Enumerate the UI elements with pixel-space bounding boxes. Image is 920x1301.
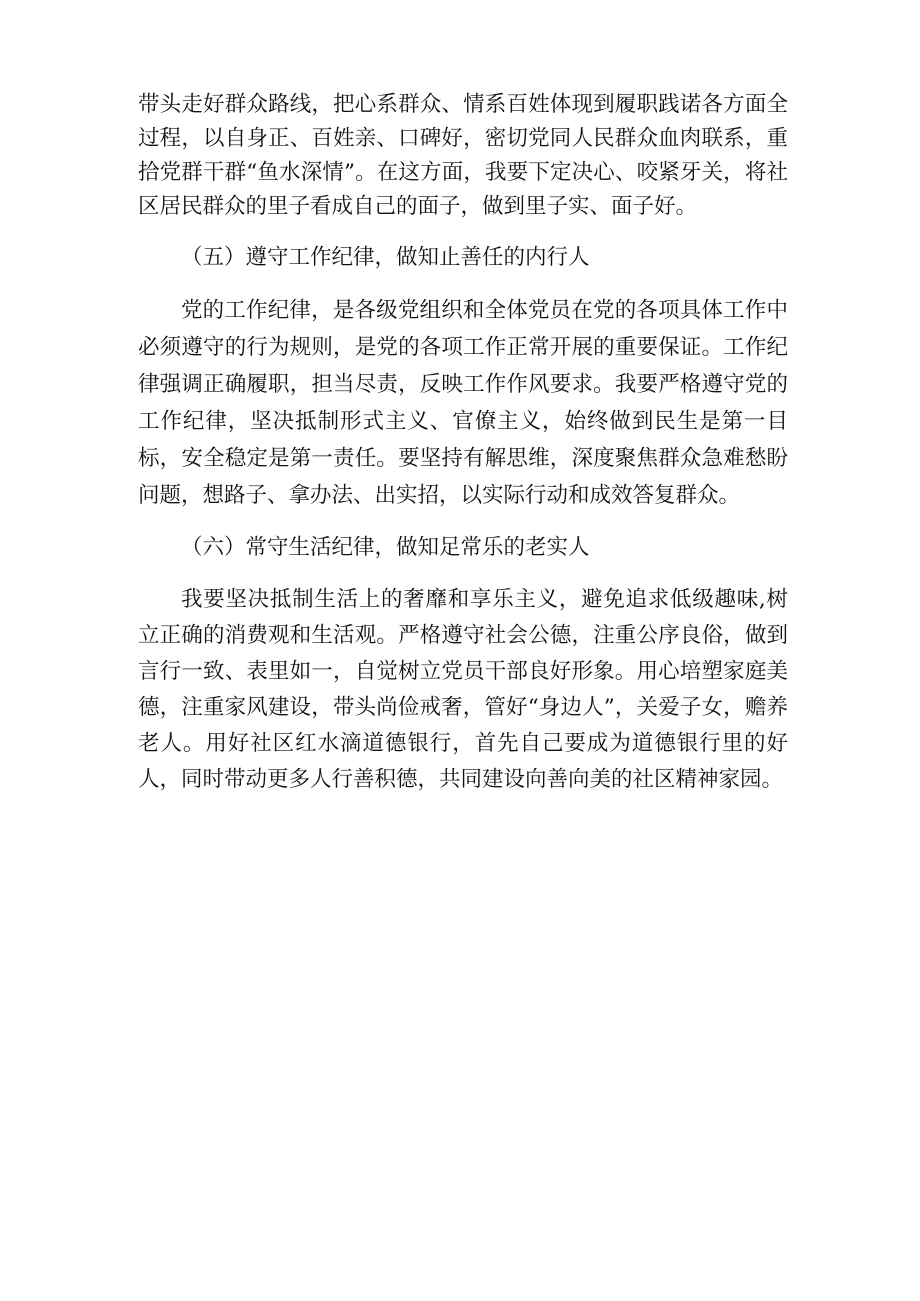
body-paragraph-work-discipline: 党的工作纪律，是各级党组织和全体党员在党的各项具体工作中必须遵守的行为规则，是党的各项工作正常开展的重要保证。工作纪律强调正确履职，担当尽责，反映工作作风要求。我要严格遵守党的工作纪律，坚决抵制形式主义、官僚主义，始终做到民生是第一目标，安全稳定是第一责任。要坚持有解思维，深度聚焦群众急难愁盼问题，想路子、拿办法、出实招，以实际行动和成效答复群众。 bbox=[138, 298, 788, 508]
document-body bbox=[138, 88, 788, 798]
section-heading-five: （五）遵守工作纪律，做知止善任的内行人 bbox=[181, 245, 590, 270]
section-heading-six: （六）常守生活纪律，做知足常乐的老实人 bbox=[181, 535, 590, 560]
body-paragraph-continued: 带头走好群众路线，把心系群众、情系百姓体现到履职践诺各方面全过程，以自身正、百姓亲、口碑好，密切党同人民群众血肉联系，重拾党群干群“鱼水深情”。在这方面，我要下定决心、咬紧牙关，将社区居民群众的里子看成自己的面子，做到里子实、面子好。 bbox=[138, 92, 788, 219]
body-paragraph-life-discipline: 我要坚决抵制生活上的奢靡和享乐主义，避免追求低级趣味,树立正确的消费观和生活观。严格遵守社会公德，注重公序良俗，做到言行一致、表里如一，自觉树立党员干部良好形象。用心培塑家庭美德，注重家风建设，带头尚俭戒奢，管好“身边人”，关爱子女，赡养老人。用好社区红水滴道德银行，首先自己要成为道德银行里的好人，同时带动更多人行善积德，共同建设向善向美的社区精神家园。 bbox=[138, 587, 788, 792]
